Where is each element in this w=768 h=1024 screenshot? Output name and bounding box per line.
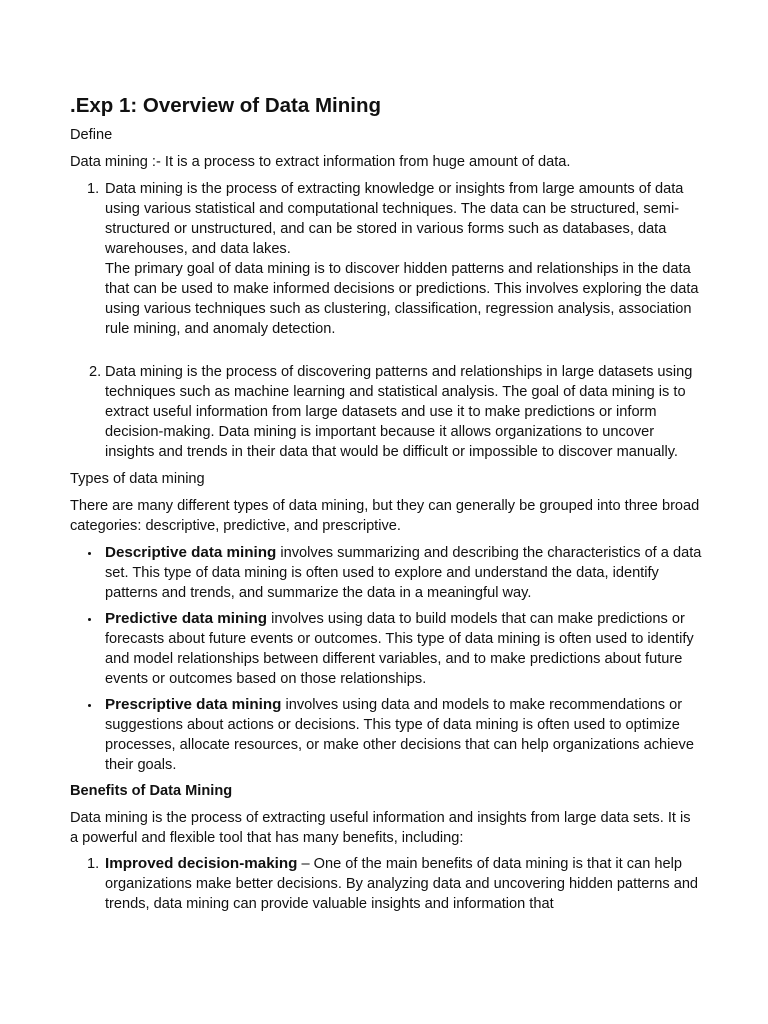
type-item-prescriptive — [70, 695, 702, 775]
benefits-list — [70, 854, 702, 914]
definition-item-2 — [70, 362, 702, 462]
definition-item-paragraph: The primary goal of data mining is to discover hidden patterns and relationships in the data that can be used to make informed decisions or predictions. This involves exploring the data using various techniques such as clustering, classification, regression analysis, association rule mining, and anomaly detection. — [105, 261, 699, 337]
define-label: Define — [70, 127, 113, 143]
benefits-heading: Benefits of Data Mining — [70, 783, 233, 799]
list-marker: 1. — [87, 181, 100, 197]
type-description: involves summarizing and describing the characteristics of a data set. This type of data mining is often used to explore and understand the data, identify patterns and trends, and summarize the data in a meaningful way. — [105, 545, 702, 601]
benefit-term: Improved decision-making — [105, 855, 298, 872]
definition-item-paragraph: Data mining is the process of discovering patterns and relationships in large datasets using techniques such as machine learning and statistical analysis. The goal of data mining is to extract useful information from large datasets and use it to make predictions or inform decision-making. Data mining is important because it allows organizations to uncover insights and trends in their data that would be difficult or impossible to discover manually. — [105, 364, 693, 460]
type-description: involves using data and models to make recommendations or suggestions about actions or decisions. This type of data mining is often used to optimize processes, allocate resources, or make other decisions that can help organizations achieve their goals. — [105, 697, 694, 773]
benefits-intro: Data mining is the process of extracting useful information and insights from large data sets. It is a powerful and flexible tool that has many benefits, including: — [70, 810, 691, 846]
type-term: Predictive data mining — [105, 610, 268, 627]
type-term: Descriptive data mining — [105, 544, 277, 561]
type-item-predictive — [70, 609, 702, 689]
list-marker: 2. — [89, 364, 102, 380]
type-description: involves using data to build models that can make predictions or forecasts about future events or outcomes. This type of data mining is often used to identify and model relationships between different variables, and to make predictions about future events or outcomes based on those relationships. — [105, 611, 694, 687]
benefit-description: – One of the main benefits of data mining is that it can help organizations make better decisions. By analyzing data and uncovering hidden patterns and trends, data mining can provide valuable insights and information that — [105, 856, 699, 912]
blank-line — [70, 339, 702, 359]
definition-item-1 — [70, 179, 702, 339]
document-page — [70, 93, 702, 914]
types-list — [70, 543, 702, 775]
definition-item-paragraph: Data mining is the process of extracting knowledge or insights from large amounts of data using various statistical and computational techniques. The data can be structured, semi-structured or unstructured, and can be stored in various forms such as databases, data warehouses, and data lakes. — [105, 181, 684, 257]
bullet-icon — [88, 618, 91, 621]
list-marker: 1. — [87, 856, 100, 872]
benefit-item-1 — [70, 854, 702, 914]
types-heading: Types of data mining — [70, 471, 205, 487]
definitions-list — [70, 179, 702, 462]
type-item-descriptive — [70, 543, 702, 603]
bullet-icon — [88, 704, 91, 707]
definition-text: Data mining :- It is a process to extract information from huge amount of data. — [70, 154, 571, 170]
document-title: .Exp 1: Overview of Data Mining — [70, 94, 381, 117]
type-term: Prescriptive data mining — [105, 696, 282, 713]
bullet-icon — [88, 552, 91, 555]
types-intro: There are many different types of data mining, but they can generally be grouped into three broad categories: descriptive, predictive, and prescriptive. — [70, 498, 700, 534]
